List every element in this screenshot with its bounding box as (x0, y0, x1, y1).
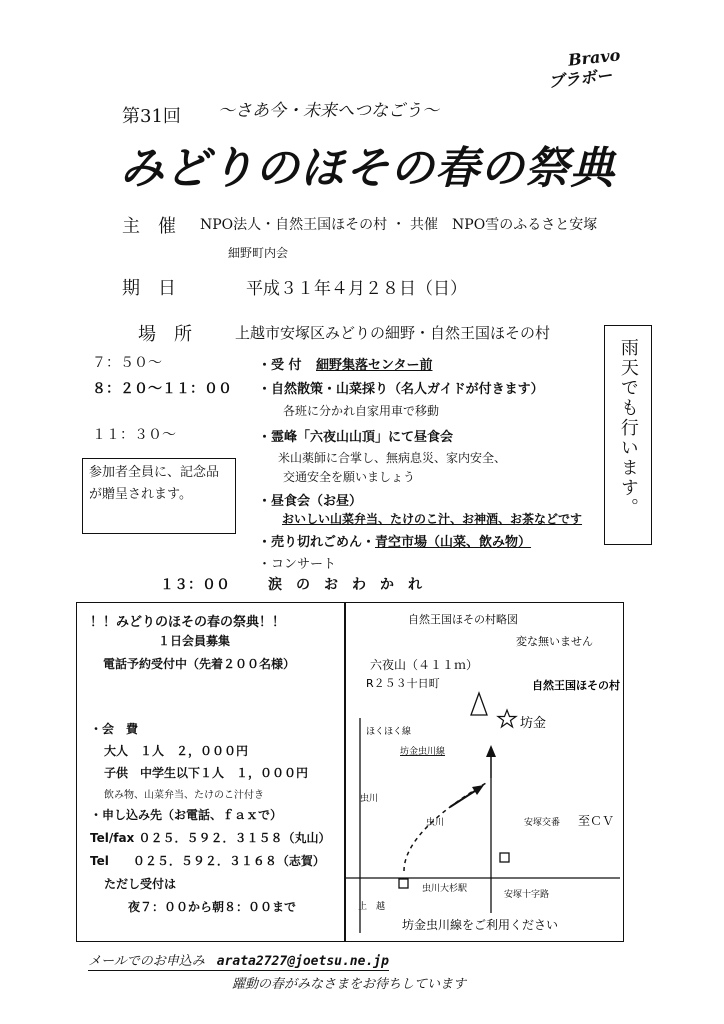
map-mushikawa: 虫川 (360, 794, 379, 804)
apply-label: ・申し込み先（お電話、ｆａｘで） (90, 808, 283, 822)
walk-item: ・自然散策・山菜採り（名人ガイドが付きます） (258, 382, 544, 397)
map-to-cv: 至ＣＶ (578, 814, 615, 828)
organizer-label: 主 催 (122, 216, 176, 237)
reception-place: 細野集落センター前 (316, 358, 433, 373)
closing-message: 躍動の春がみなさまをお待ちしています (232, 977, 467, 992)
walk-sub: 各班に分かれ自家用車で移動 (283, 404, 440, 418)
place-value: 上越市安塚区みどりの細野・自然王国ほその村 (235, 324, 551, 342)
route-path (404, 783, 486, 871)
map-bokin: 坊金 (520, 716, 547, 731)
time-farewell: １３：００ (160, 577, 230, 593)
up-arrow-head (486, 745, 496, 757)
map-r253: R２５３十日町 (366, 677, 440, 690)
map-mushikawa-2: 虫川 (426, 818, 445, 828)
summit-item: ・霊峰「六夜山山頂」にて昼食会 (258, 430, 454, 445)
date-value: 平成３１年４月２８日（日） (246, 279, 467, 299)
place-label: 場 所 (138, 324, 192, 345)
map-bokin-line: 坊金虫川線 (400, 747, 446, 757)
hours: 夜７：００から朝８：００まで (128, 900, 297, 914)
rain-note-box (604, 325, 652, 545)
map-footer: 坊金虫川線をご利用ください (402, 918, 559, 932)
hours-label: ただし受付は (104, 877, 177, 891)
area-map (346, 603, 620, 939)
tel: Tel ０２５．５９２．３１６８（志賀） (90, 854, 325, 868)
summit-sub-2: 交通安全を願いましょう (283, 470, 416, 484)
date-label: 期 日 (122, 278, 176, 299)
map-mountain: 六夜山（４１１ｍ） (370, 658, 479, 672)
fee-adult: 大人 １人 ２，０００円 (104, 744, 249, 758)
crossing-square-icon (500, 853, 509, 862)
sale-prefix: ・売り切れごめん・ (258, 535, 376, 550)
gift-note: 参加者全員に、記念品が贈呈されます。 (89, 465, 220, 502)
map-note: 変な無いません (516, 635, 593, 648)
diagonal-arrow-head (472, 785, 484, 795)
summit-sub-1: 米山薬師に合掌し、無病息災、家内安全、 (278, 451, 507, 465)
map-hokuhoku: ほくほく線 (366, 727, 412, 737)
star-icon (498, 710, 516, 727)
map-joetsu: 上 越 (358, 902, 386, 912)
organizer-value-2: 細野町内会 (228, 246, 289, 260)
diagonal-arrow (450, 789, 478, 807)
recruit-title: ！！みどりのほその春の祭典！！ (90, 615, 286, 630)
concert-item: ・コンサート (258, 557, 337, 572)
lunch-sub: おいしい山菜弁当、たけのこ汁、お神酒、お茶などです (282, 512, 583, 526)
page-title: みどりのほその春の祭典 (120, 143, 615, 194)
bravo-kana-logo: ブラボー (547, 65, 613, 92)
tel-fax: Tel/fax ０２５．５９２．３１５８（丸山） (90, 831, 331, 845)
station-square-icon (399, 879, 408, 888)
organizer-value: NPO法人・自然王国ほその村 ・ 共催 NPO雪のふるさと安塚 (200, 217, 598, 233)
edition-label: 第31回 (122, 106, 181, 127)
time-reception: ７：５０〜 (92, 355, 162, 371)
map-village: 自然王国ほその村 (532, 679, 620, 692)
map-title: 自然王国ほその村略図 (408, 613, 518, 626)
gift-note-box (82, 458, 236, 534)
mail-label: メールでのお申込み (88, 954, 205, 969)
time-walk: ８：２０〜１１：００ (92, 381, 232, 397)
map-koban: 安塚交番 (524, 818, 561, 828)
time-lunch: １１：３０〜 (92, 427, 176, 443)
fee-note: 飲み物、山菜弁当、たけのこ汁付き (104, 790, 264, 801)
phone-note: 電話予約受付中（先着２００名様） (103, 657, 296, 671)
mail-line (88, 950, 389, 971)
sale-item (258, 531, 531, 550)
map-crossing: 安塚十字路 (504, 890, 550, 900)
mountain-icon (471, 693, 487, 715)
farewell-item: 涙 の お わ か れ (268, 577, 422, 593)
lunch-item: ・昼食会（お昼） (258, 494, 363, 509)
fee-label: ・会 費 (90, 722, 139, 736)
map-station: 虫川大杉駅 (422, 884, 468, 894)
bravo-logo: Bravo (567, 45, 622, 70)
rain-note: 雨天でも行います。 (617, 338, 639, 518)
fee-child: 子供 中学生以下１人 １，０００円 (104, 766, 309, 780)
slogan: 〜さあ今・未来へつなごう〜 (218, 101, 439, 121)
sale-market: 青空市場（山菜、飲み物） (375, 535, 532, 550)
recruit-sub: １日会員募集 (158, 634, 231, 648)
mail-address[interactable]: arata2727@joetsu.ne.jp (216, 954, 389, 969)
reception-label: ・受 付 (258, 358, 302, 373)
